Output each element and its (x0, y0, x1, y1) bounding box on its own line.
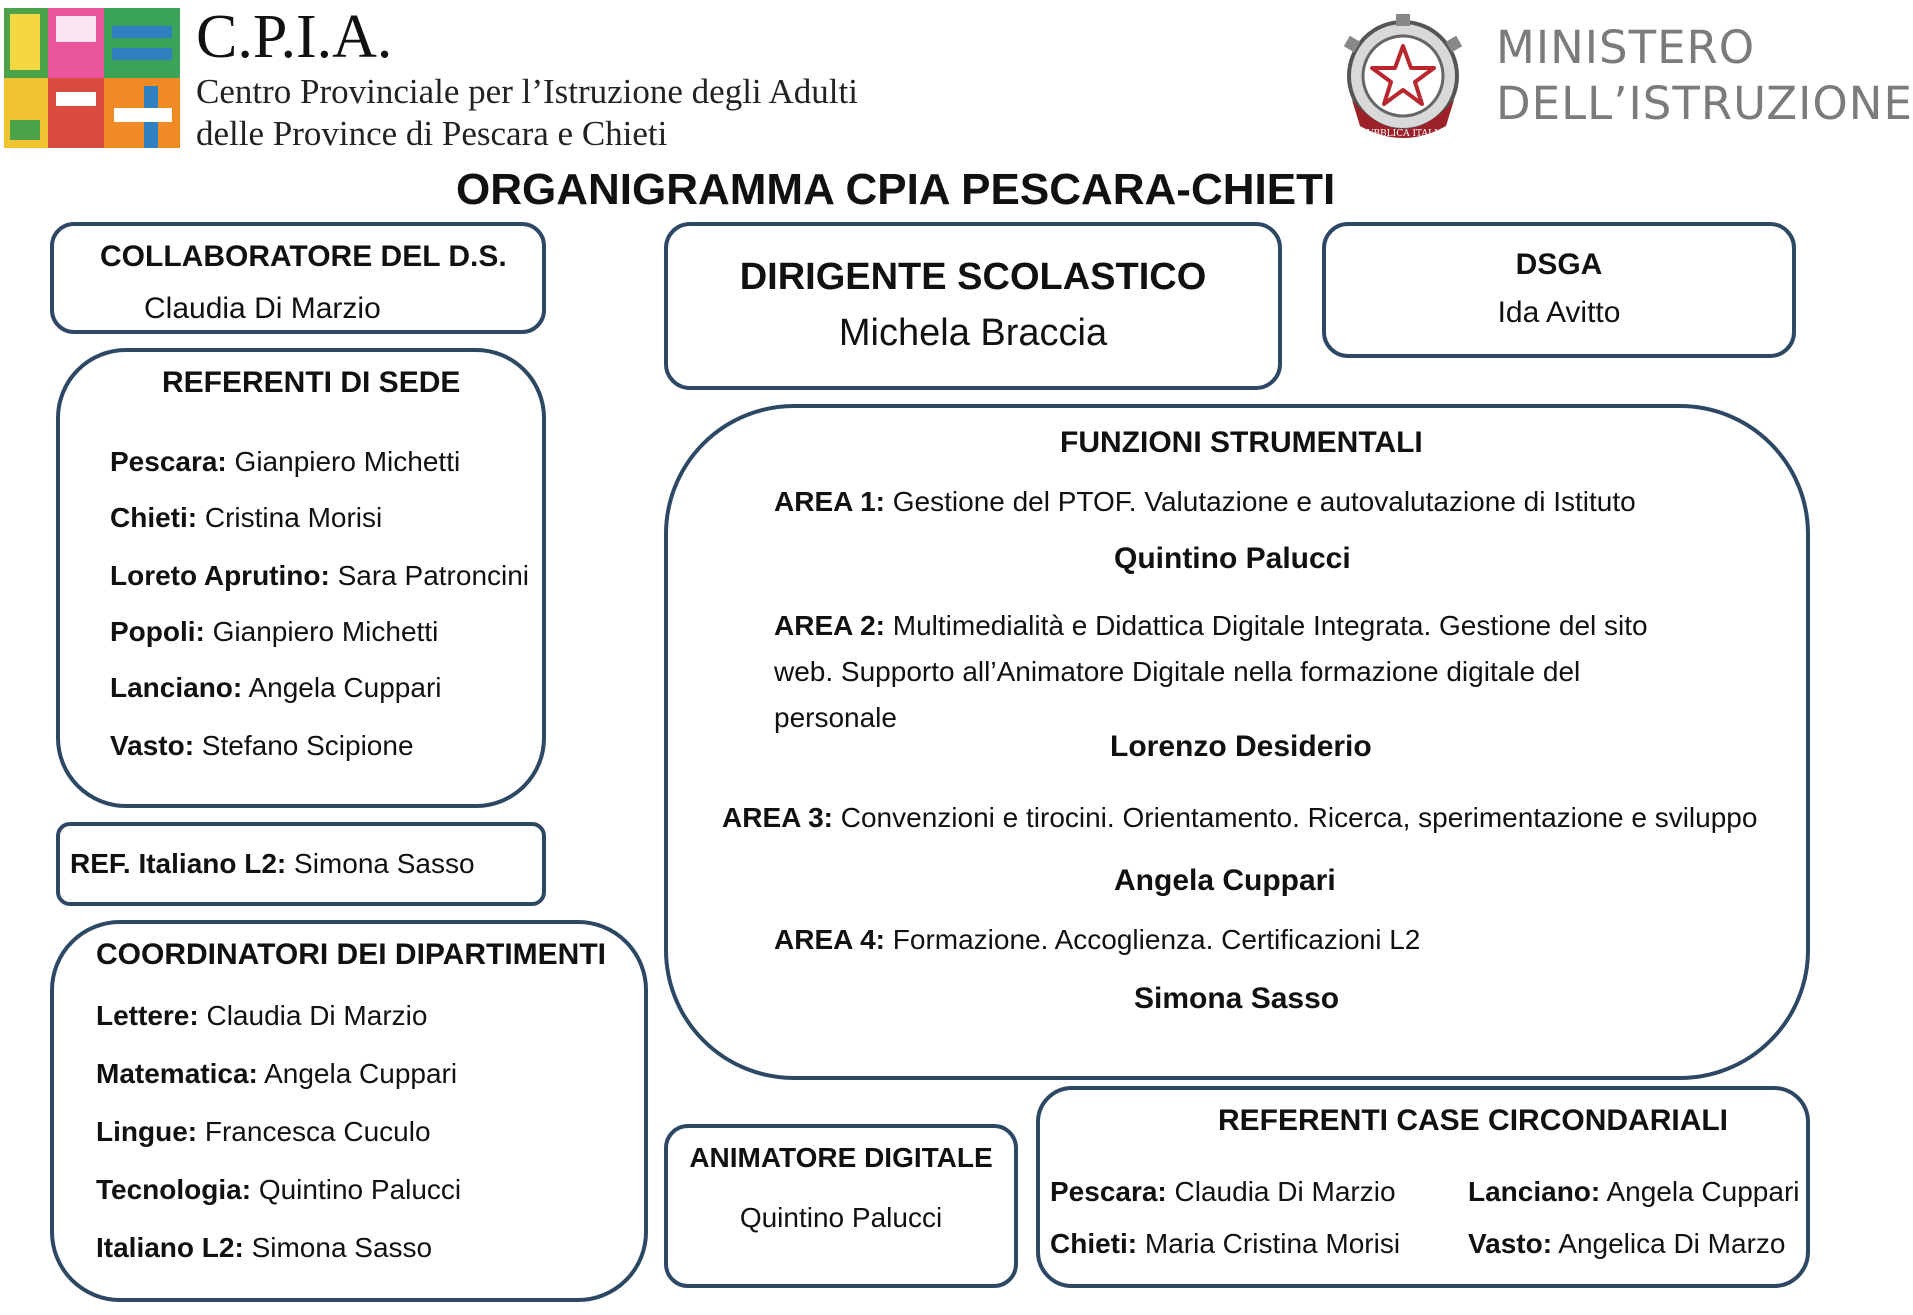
italian-republic-emblem (1338, 8, 1468, 150)
cpia-logo (4, 8, 180, 148)
ministry-line1: MINISTERO (1496, 21, 1756, 74)
referenti-sede-item: Pescara: Gianpiero Michetti (110, 446, 461, 477)
animatore-digitale-box (664, 1124, 1018, 1288)
referenti-sede-item: Chieti: Cristina Morisi (110, 502, 383, 533)
case-circondariali-item: Lanciano: Angela Cuppari (1468, 1176, 1800, 1207)
collaboratore-title: COLLABORATORE DEL D.S. (100, 240, 507, 273)
referenti-sede-item: Loreto Aprutino: Sara Patroncini (110, 560, 530, 591)
coordinatori-box (50, 920, 648, 1302)
area-referent: Angela Cuppari (1114, 864, 1336, 897)
referenti-sede-box (56, 348, 546, 808)
collaboratore-name: Claudia Di Marzio (144, 292, 381, 325)
case-circondariali-title: REFERENTI CASE CIRCONDARIALI (1218, 1104, 1729, 1137)
coordinatori-item: Lettere: Claudia Di Marzio (96, 1000, 428, 1031)
coordinatori-title: COORDINATORI DEI DIPARTIMENTI (96, 938, 606, 971)
ref-italiano-box (56, 822, 546, 906)
dsga-name: Ida Avitto (1497, 296, 1621, 329)
animatore-title: ANIMATORE DIGITALE (689, 1142, 993, 1173)
page-title: ORGANIGRAMMA CPIA PESCARA-CHIETI (456, 165, 1336, 214)
org-name-line1: Centro Provinciale per l’Istruzione degli Adulti (196, 72, 858, 111)
dsga-title: DSGA (1515, 248, 1603, 281)
coordinatori-item: Italiano L2: Simona Sasso (96, 1232, 433, 1263)
coordinatori-item: Tecnologia: Quintino Palucci (96, 1174, 462, 1205)
referenti-sede-item: Lanciano: Angela Cuppari (110, 672, 442, 703)
emblem-ribbon-text: REPVBBLICA ITALIANA (1347, 129, 1459, 139)
area-referent: Lorenzo Desiderio (1110, 730, 1372, 763)
referenti-sede-title: REFERENTI DI SEDE (162, 366, 461, 399)
case-circondariali-item: Vasto: Angelica Di Marzo (1468, 1228, 1786, 1259)
org-name-line2: delle Province di Pescara e Chieti (196, 114, 668, 153)
referenti-sede-item: Popoli: Gianpiero Michetti (110, 616, 439, 647)
ministry-name (1496, 20, 1913, 132)
ministry-line2: DELL’ISTRUZIONE (1496, 77, 1913, 130)
coordinatori-item: Matematica: Angela Cuppari (96, 1058, 458, 1089)
dirigente-box (664, 222, 1282, 390)
case-circondariali-item: Chieti: Maria Cristina Morisi (1050, 1228, 1401, 1259)
area-description: AREA 2: Multimedialità e Didattica Digitale Integrata. Gestione del sito (774, 610, 1648, 641)
area-description-continued: personale (774, 702, 897, 733)
ref-italiano-text: REF. Italiano L2: Simona Sasso (70, 848, 475, 879)
dsga-box (1322, 222, 1796, 358)
funzioni-title: FUNZIONI STRUMENTALI (1060, 426, 1423, 459)
org-acronym: C.P.I.A. (196, 3, 393, 71)
collaboratore-box (50, 222, 546, 334)
area-description: AREA 1: Gestione del PTOF. Valutazione e autovalutazione di Istituto (774, 486, 1636, 517)
funzioni-strumentali-box (664, 404, 1810, 1080)
case-circondariali-item: Pescara: Claudia Di Marzio (1050, 1176, 1396, 1207)
area-referent: Quintino Palucci (1114, 542, 1351, 575)
area-description: AREA 4: Formazione. Accoglienza. Certificazioni L2 (774, 924, 1421, 955)
case-circondariali-box (1036, 1086, 1810, 1288)
area-description: AREA 3: Convenzioni e tirocini. Orientamento. Ricerca, sperimentazione e sviluppo (722, 802, 1758, 833)
area-referent: Simona Sasso (1134, 982, 1340, 1015)
dirigente-title: DIRIGENTE SCOLASTICO (739, 256, 1207, 298)
referenti-sede-item: Vasto: Stefano Scipione (110, 730, 414, 761)
dirigente-name: Michela Braccia (838, 312, 1108, 354)
area-description-continued: web. Supporto all’Animatore Digitale nella formazione digitale del (774, 656, 1581, 687)
animatore-name: Quintino Palucci (739, 1202, 943, 1233)
coordinatori-item: Lingue: Francesca Cuculo (96, 1116, 431, 1147)
